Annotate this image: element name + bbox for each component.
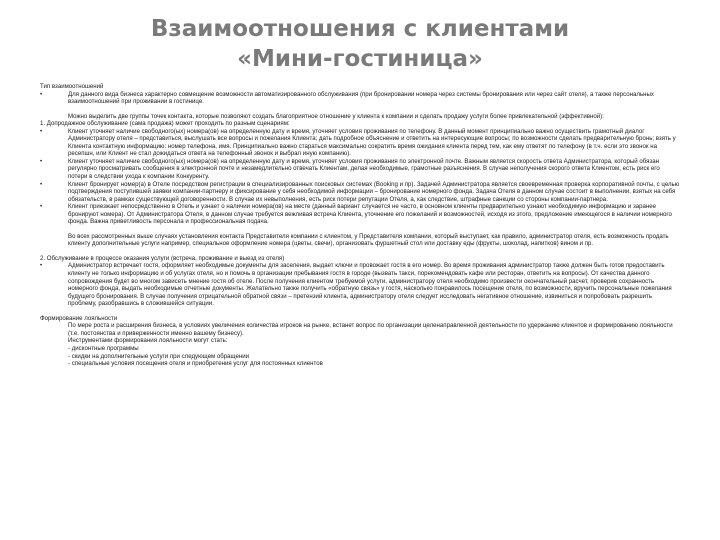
slide-title bbox=[0, 14, 720, 74]
section-heading-loyalty: Формирование лояльности bbox=[40, 314, 118, 322]
slide-title-line2: «Мини-гостиница» bbox=[237, 46, 483, 72]
loyalty-item-extra-discount: - скидки на дополнительные услуги при следующем обращении bbox=[68, 352, 250, 360]
bullet-phone-booking: • Клиент уточняет наличие свободного(ых) номера(ов) на определенную дату и время, уточняет условия проживания по телефону. В данный момент принципиально важно осуществить грамотный диалог Администратору отеля – представиться, выслушать все вопросы и пожелания Клиента; дать подробное объяснение и ответить на интересующие вопросы; по возможности сделать предварительную бронь; взять у Клиента контактную информацию: номер телефона, имя. Принципиально важно стараться максимально сократить время ожидания клиента перед тем, как ему ответят по телефону (в т.ч. если это звонок на ресепшн, или Клиент не стал дожидаться ответа на телефонный звонок и выбрал иную компанию). bbox=[40, 128, 680, 158]
section-heading-type: Тип взаимоотношений bbox=[40, 83, 104, 90]
bullet-service-type: • Для данного вида бизнеса характерно совмещение возможности автоматизированного обслуживания (при бронировании номера через системы бронирования или через сайт отеля), а также персональных взаимоотношений при проживании в гостинице. bbox=[40, 91, 680, 106]
paragraph-loyalty-tools: Инструментами формирования лояльности могут стать: bbox=[68, 337, 228, 345]
slide-title-line1: Взаимоотношения с клиентами bbox=[150, 16, 570, 42]
bullet-system-booking: • Клиент бронирует номер(а) в Отеле посредством регистрации в специализированных поисковых системах (Booking и пр). Задачей Администратора является своевременная проверка корпоративной почты, с целью подтверждения поступившей заявки компании-партнеру и фиксирование у себя необходимой информации – бронирование номерного фонда. Задача Отеля в данном случае состоит в выполнении, взятых на себя обязательств, в рамках существующей договоренности. В случае их невыполнения, есть риск потери репутации Отеля, а, как следствие, штрафные санкции со стороны компании-партнера. bbox=[40, 181, 680, 204]
section-heading-presale: 1. Допродажное обслуживание (сама продажа) может проходить по разным сценариям: bbox=[40, 120, 290, 128]
bullet-walk-in: • Клиент приезжает непосредственно в Отель и узнает о наличии номера(ов) на месте (данный вариант случается не часто, в основном клиенты предварительно узнают необходимую информацию и заранее бронируют номера). От Администратора Отеля, в данном случае требуется вежливая встреча Клиента, уточнение его пожеланий и возможностей, исходя из этого, предложение имеющегося в наличии номерного фонда. Важна приветливость персонала и профессиональная подача. bbox=[40, 203, 680, 226]
bullet-admin-service: • Администратор встречает гостя, оформляет необходимые документы для заселения, выдает ключи и провожает гостя в его номер. Во время проживания администратор также должен быть готов предоставить клиенту не только информацию и об услугах отеля, но и помочь в организации пребывания гостя в городе (вызвать такси, порекомендовать кафе или ресторан, ответить на вопросы). От качества данного сопровождения будет во многом зависеть мнение гостя об отеле. После получения клиентом требуемой услуги, администратору отеля необходимо произвести окончательный расчет, проверив сохранность номерного фонда, выдать необходимые отчетные документы. Желательно также получить «обратную связь» у гостя, насколько понравилось посещение отеля, по возможности, вручить персональные пожелания будущего бронирования. В случае получения отрицательной обратной связи – претензий клиента, администратору отеля следует исследовать негативное отношение, извиниться и попробовать разрешить проблему, разобравшись в сложившейся ситуации. bbox=[40, 262, 680, 307]
document-body bbox=[40, 83, 680, 368]
section-heading-service: 2. Обслуживание в процессе оказания услуги (встреча, проживание и выезд из отеля) bbox=[40, 254, 285, 262]
paragraph-loyalty: По мере роста и расширения бизнеса, в условиях увеличения количества игроков на рынке, встанет вопрос по организации целенаправленной деятельности по удержанию клиентов и формированию лояльности (т.е. постоянства и приверженности именно вашему бизнесу). bbox=[68, 322, 673, 337]
paragraph-upsell: Во всех рассмотренных выше случаях установления контакта Представителя компании с клиентом, у Представителя компании, который выступает, как правило, администратор отеля, есть возможность продать клиенту дополнительные услуги например, специальное оформление номера (цветы, свечи), организовать фуршетный стол или доставку еды (фрукты, шоколад, напитков) вином и пр. bbox=[68, 232, 669, 248]
paragraph-contact-points: Можно выделить две группы точек контакта, которые позволяют создать благоприятное отношение у клиента к компании и сделать продажу услуги более привлекательной (эффективной): bbox=[68, 112, 604, 120]
bullet-email-booking: • Клиент уточняет наличие свободного(ых) номера(ов) на определенную дату и время, уточняет условия проживания по электронной почте. Важным является скорость ответа Администратора, который обязан регулярно просматривать сообщения в электронной почте и незамедлительно отвечать Клиентам, делая необходимые, грамотные разъяснения. В случае неполучения скорого ответа Клиентом, есть риск его потери в следствии ухода к компании Конкуренту. bbox=[40, 158, 680, 181]
loyalty-item-special-terms: - специальные условия посещения отеля и приобретения услуг для постоянных клиентов bbox=[68, 360, 323, 368]
loyalty-item-discount: - дисконтные программы bbox=[68, 344, 139, 352]
